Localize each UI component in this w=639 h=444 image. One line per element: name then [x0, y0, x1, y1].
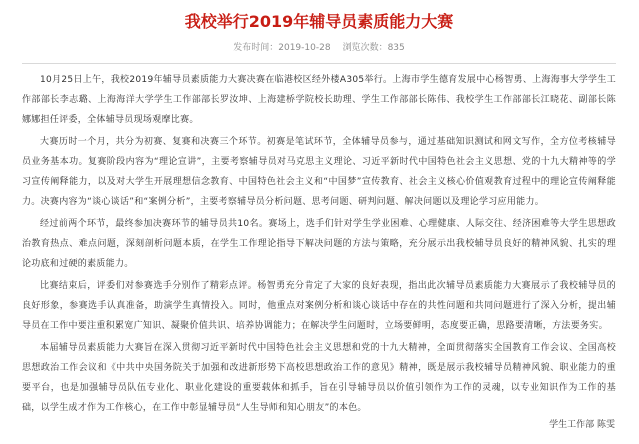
article-paragraph: 比赛结束后，评委们对参赛选手分别作了精彩点评。杨智勇充分肯定了大家的良好表现，指出此次辅导员素质能力大赛展示了我校辅导员的良好形象，参赛选手认真准备，助演学生真情投入。同时，他重点对案例分析和谈心谈话中存在的共性问题和共同问题进行了深入分析，提出辅导员在工作中要注重积累宽广知识、凝聚价值共识、培养协调能力；在解决学生问题时，立场要鲜明，态度要正确，思路要清晰，方法要务实。: [22, 281, 616, 331]
title-divider: [22, 63, 616, 64]
article-signature: 学生工作部 陈雯: [549, 420, 615, 430]
article-paragraph: 10月25日上午，我校2019年辅导员素质能力大赛决赛在临港校区经外楼A305举行。上海市学生德育发展中心杨智勇、上海海事大学学生工作部部长李志璐、上海海洋大学学生工作部部长罗汝坤、上海建桥学院校长助理、学生工作部部长陈伟、我校学生工作部部长江晓花、副部长陈娜娜担任评委，全体辅导员现场观摩比赛。: [22, 75, 616, 125]
article-meta: [22, 42, 616, 54]
article-paragraph: 本届辅导员素质能力大赛旨在深入贯彻习近平新时代中国特色社会主义思想和党的十九大精神，全面贯彻落实全国教育工作会议、全国高校思想政治工作会议和《中共中央国务院关于加强和改进新形势下高校思想政治工作的意见》精神，既是展示我校辅导员精神风貌、职业能力的重要平台，也是加强辅导员队伍专业化、职业化建设的重要载体和抓手，旨在引导辅导员以价值引领作为工作的灵魂，以专业知识作为工作的基础，以学生成才作为工作核心，在工作中彰显辅导员“人生导师和知心朋友”的本色。: [22, 343, 616, 413]
article-body: [22, 70, 616, 418]
publish-date: 2019-10-28: [278, 43, 331, 53]
article-title: 我校举行2019年辅导员素质能力大赛: [184, 12, 454, 31]
publish-label: 发布时间：: [233, 43, 279, 53]
article-paragraph: 经过前两个环节，最终参加决赛环节的辅导员共10名。赛场上，选手们针对学生学业困难、心理健康、人际交往、经济困难等大学生思想政治教育热点、难点问题，深刻剖析问题本质，在学生工作理论指导下解决问题的方法与策略，充分展示出我校辅导员良好的精神风貌、扎实的理论功底和过硬的素质能力。: [22, 219, 616, 269]
article-paragraph: 大赛历时一个月，共分为初赛、复赛和决赛三个环节。初赛是笔试环节，全体辅导员参与，通过基础知识测试和网文写作，全方位考核辅导员业务基本功。复赛阶段内容为“理论宣讲”，主要考察辅导员对马克思主义理论、习近平新时代中国特色社会主义思想、党的十九大精神等的学习宣传阐释能力，以及对大学生开展理想信念教育、中国特色社会主义和“中国梦”宣传教育、社会主义核心价值观教育过程中的理论宣传阐释能力。决赛内容为“谈心谈话”和“案例分析”，主要考察辅导员分析问题、思考问题、研判问题、解决问题以及理论学习应用能力。: [22, 137, 616, 207]
views-count: 835: [387, 43, 405, 53]
views-label: 浏览次数：: [342, 43, 388, 53]
